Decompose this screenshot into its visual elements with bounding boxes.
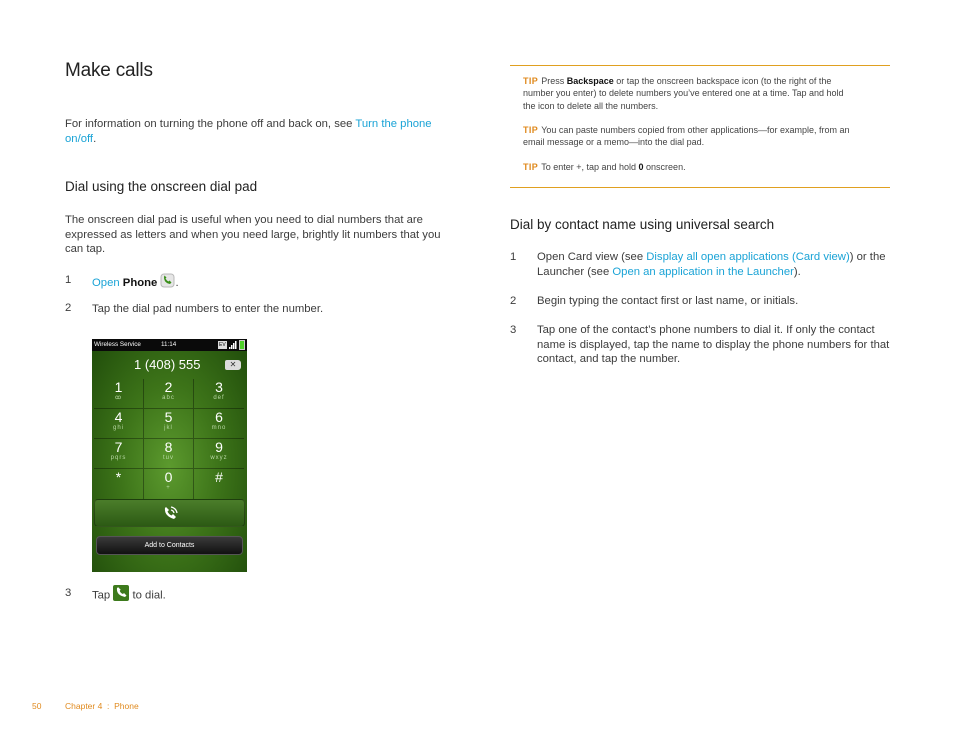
key-letters: wxyz — [210, 455, 228, 461]
card-view-link[interactable]: Display all open applications (Card view) — [646, 251, 850, 263]
key-3[interactable] — [194, 379, 244, 409]
key-hash[interactable] — [194, 469, 244, 499]
rstep3-text — [537, 323, 897, 367]
section-heading-dial-pad: Dial using the onscreen dial pad — [65, 179, 258, 194]
dial-pad-desc-line3: can tap. — [65, 243, 106, 256]
key-digit: 5 — [164, 409, 173, 425]
key-digit: 0 — [164, 469, 173, 485]
key-8[interactable] — [144, 439, 194, 469]
tip-text: onscreen. — [643, 162, 686, 172]
tip-backspace — [523, 75, 883, 112]
key-letters: mno — [211, 425, 227, 431]
dial-keypad — [94, 379, 245, 499]
rstep3-line1: Tap one of the contact’s phone numbers to dial it. If only the contact — [537, 324, 875, 336]
dial-pad-description — [65, 213, 450, 257]
key-digit: 7 — [114, 439, 123, 455]
key-letters: ghi — [112, 425, 124, 431]
key-9[interactable] — [194, 439, 244, 469]
page-title: Make calls — [65, 60, 153, 81]
rstep1-pre: Open Card view (see — [537, 251, 647, 263]
page-number: 50 — [32, 701, 42, 711]
key-6[interactable] — [194, 409, 244, 439]
key-letters: + — [166, 485, 171, 491]
step2-number: 2 — [65, 302, 72, 314]
key-digit: 6 — [215, 409, 223, 425]
turn-phone-link-part2[interactable]: on/off — [65, 132, 94, 145]
key-digit: 2 — [164, 379, 173, 395]
phone-dialpad-screenshot — [92, 339, 247, 572]
key-5[interactable] — [144, 409, 194, 439]
add-to-contacts-button[interactable]: Add to Contacts — [96, 536, 243, 555]
rstep3-line3: contact, and tap the number. — [537, 353, 681, 366]
chapter-footer: Chapter 4 : Phone — [65, 701, 139, 711]
key-letters: tuv — [162, 455, 174, 461]
signal-icon — [229, 341, 237, 349]
rstep2-number: 2 — [510, 295, 517, 307]
key-0[interactable] — [144, 469, 194, 499]
tip-text: You can paste numbers copied from other applications—for example, from an — [541, 125, 850, 135]
call-button[interactable] — [94, 499, 245, 527]
dial-pad-desc-line1: The onscreen dial pad is useful when you need to dial numbers that are — [65, 214, 423, 226]
call-phone-icon — [160, 504, 180, 524]
tip-label: TIP — [523, 125, 539, 135]
intro-paragraph — [65, 117, 445, 146]
dial-phone-icon — [113, 585, 129, 606]
tip-bold: 0 — [638, 162, 644, 172]
key-letters: pqrs — [110, 455, 127, 461]
open-link[interactable]: Open — [92, 276, 120, 289]
key-7[interactable] — [94, 439, 144, 469]
key-digit: # — [215, 469, 223, 485]
key-4[interactable] — [94, 409, 144, 439]
key-letters: abc — [162, 395, 175, 401]
key-1[interactable] — [94, 379, 144, 409]
battery-icon — [239, 340, 245, 350]
step3-post: to dial. — [132, 589, 166, 602]
launcher-link[interactable]: Open an application in the Launcher — [612, 265, 794, 278]
key-letters: ꝏ — [114, 395, 123, 401]
key-digit: 8 — [164, 439, 173, 455]
phone-app-icon — [160, 273, 175, 293]
tip-plus — [523, 161, 883, 173]
key-2[interactable] — [144, 379, 194, 409]
carrier-name: Wireless Service — [94, 341, 141, 348]
rstep1-mid: ) or the — [849, 251, 886, 263]
status-bar — [92, 339, 247, 351]
turn-phone-link-part1[interactable]: Turn the phone — [355, 118, 432, 130]
step1-text — [92, 273, 179, 293]
step3-text — [92, 585, 166, 606]
key-digit: 1 — [114, 379, 123, 395]
key-letters: jkl — [164, 425, 173, 431]
backspace-icon[interactable]: ✕ — [225, 360, 241, 370]
tip-bold: Backspace — [566, 76, 614, 86]
key-letters: def — [213, 395, 225, 401]
rstep3-line2: name is displayed, tap the name to display the phone numbers for that — [537, 338, 890, 351]
tip-label: TIP — [523, 76, 539, 86]
tip-text: To enter +, tap and hold — [541, 162, 639, 172]
rstep1-text — [537, 250, 897, 279]
key-digit: 9 — [215, 439, 223, 455]
phone-app-name: Phone — [122, 276, 158, 289]
step2-text: Tap the dial pad numbers to enter the number. — [92, 303, 324, 315]
ev-badge: EV — [219, 342, 226, 348]
key-digit: 4 — [114, 409, 123, 425]
tip-text: or tap the onscreen backspace icon (to the right of the — [613, 76, 832, 86]
status-time: 11:14 — [161, 341, 177, 348]
key-digit: 3 — [215, 379, 223, 395]
tip-text: email message or a memo—into the dial pad. — [523, 137, 705, 148]
rstep3-number: 3 — [510, 324, 517, 336]
section-heading-universal-search: Dial by contact name using universal search — [510, 217, 775, 232]
tip-paste — [523, 124, 883, 149]
tip-text: number you enter) to delete numbers you’ve entered one at a time. Tap and hold — [523, 88, 844, 99]
rstep1-l2-post: ). — [793, 265, 801, 278]
step3-pre: Tap — [92, 589, 111, 602]
intro-period: . — [93, 132, 97, 145]
rstep1-number: 1 — [510, 251, 517, 263]
dialed-number-display — [94, 352, 245, 378]
tip-text: the icon to delete all the numbers. — [523, 100, 659, 111]
step1-number: 1 — [65, 274, 72, 286]
tip-text: Press — [541, 76, 567, 86]
dialed-number: 1 (408) 555 — [134, 357, 201, 372]
key-star[interactable] — [94, 469, 144, 499]
step1-period: . — [175, 276, 179, 289]
intro-text: For information on turning the phone off and back on, see — [65, 118, 356, 130]
tip-label: TIP — [523, 162, 539, 172]
rstep2-text: Begin typing the contact first or last name, or initials. — [537, 295, 799, 307]
tip-box — [510, 65, 890, 188]
rstep1-l2-pre: Launcher (see — [537, 265, 613, 278]
dial-pad-desc-line2: expressed as letters and when you need large, brightly lit numbers that you — [65, 228, 441, 241]
step3-number: 3 — [65, 587, 72, 599]
key-digit: * — [115, 469, 122, 485]
